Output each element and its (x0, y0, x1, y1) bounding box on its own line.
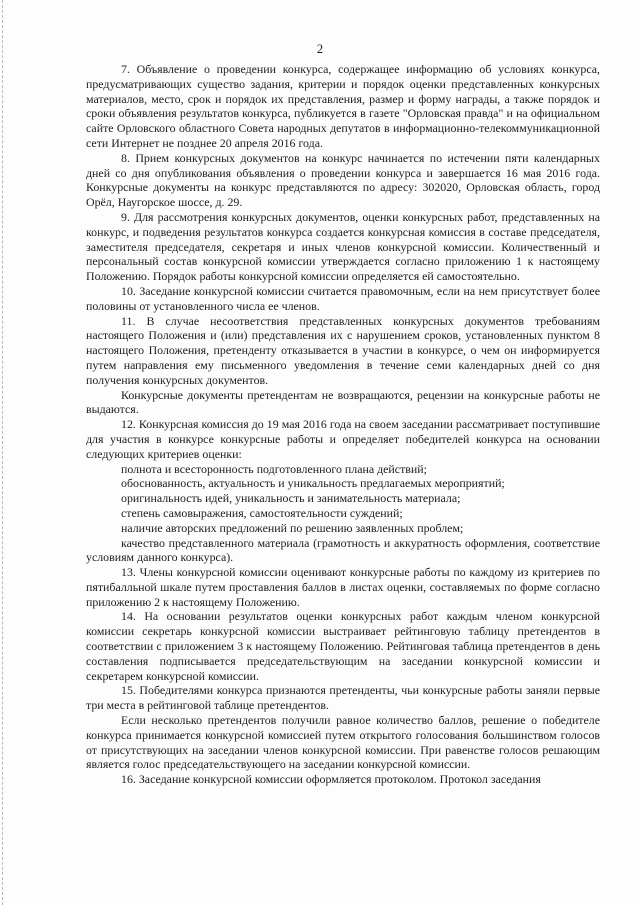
scan-edge-line (2, 0, 3, 905)
paragraph-7: 7. Объявление о проведении конкурса, содержащее информацию об условиях конкурса, предусматривающих существо задания, критерии и порядок оценки представленных конкурсных материалов, место, срок и порядок их представления, размер и форму награды, а также порядок и сроки объявления результатов конкурса, публикуется в газете "Орловская правда" и на официальном сайте Орловского областного Совета народных депутатов в информационно-телекоммуникационной сети Интернет не позднее 20 апреля 2016 года. (86, 62, 600, 150)
criterion-3: оригинальность идей, уникальность и занимательность материала; (121, 491, 461, 506)
paragraph-10: 10. Заседание конкурсной комиссии считается правомочным, если на нем присутствует более половины от установленного числа ее членов. (86, 283, 600, 313)
criterion-6: качество представленного материала (грамотность и аккуратность оформления, соответствие условиям данного конкурса). (86, 535, 600, 565)
paragraph-12: 12. Конкурсная комиссия до 19 мая 2016 года на своем заседании рассматривает поступившие для участия в конкурсе конкурсные работы и определяет победителей конкурса на основании следующих критериев оценки: (86, 417, 600, 461)
paragraph-9: 9. Для рассмотрения конкурсных документов, оценки конкурсных работ, представленных на конкурс, и подведения результатов конкурса создается конкурсная комиссия в составе председателя, заместителя председателя, секретаря и иных членов конкурсной комиссии. Количественный и персональный состав конкурсной комиссии утверждается согласно приложению 1 к настоящему Положению. Порядок работы конкурсной комиссии определяется ей самостоятельно. (86, 209, 600, 284)
paragraph-14: 14. На основании результатов оценки конкурсных работ каждым членом конкурсной комиссии секретарь конкурсной комиссии выстраивает рейтинговую таблицу претендентов в соответствии с приложением 3 к настоящему Положению. Рейтинговая таблица претендентов в день составления подписывается председательствующим на заседании конкурсной комиссии и секретарем конкурсной комиссии. (86, 609, 600, 683)
paragraph-15-note: Если несколько претендентов получили равное количество баллов, решение о победителе конкурса принимается конкурсной комиссией путем открытого голосования большинством голосов от присутствующих на заседании членов конкурсной комиссии. При равенстве голосов решающим является голос председательствующего на заседании конкурсной комиссии. (86, 713, 600, 772)
page-number: 2 (316, 42, 324, 56)
paragraph-8: 8. Прием конкурсных документов на конкурс начинается по истечении пяти календарных дней со дня опубликования объявления о проведении конкурса и завершается 16 мая 2016 года. Конкурсные документы на конкурс представляются по адресу: 302020, Орловская область, город Орёл, Наугорское шоссе, д. 29. (86, 150, 600, 210)
criterion-1: полнота и всесторонность подготовленного плана действий; (121, 461, 427, 476)
criterion-5: наличие авторских предложений по решению заявленных проблем; (121, 520, 464, 535)
paragraph-13: 13. Члены конкурсной комиссии оценивают конкурсные работы по каждому из критериев по пятибалльной шкале путем проставления баллов в листах оценки, составляемых по форме согласно приложению 2 к настоящему Положению. (86, 565, 600, 609)
document-body (86, 62, 600, 787)
paragraph-16: 16. Заседание конкурсной комиссии оформляется протоколом. Протокол заседания (121, 772, 541, 787)
criterion-4: степень самовыражения, самостоятельности суждений; (121, 505, 403, 520)
paragraph-15: 15. Победителями конкурса признаются претенденты, чьи конкурсные работы заняли первые три места в рейтинговой таблице претендентов. (86, 683, 600, 713)
paragraph-11: 11. В случае несоответствия представленных конкурсных документов требованиям настоящего Положения и (или) представления их с нарушением сроков, установленных пунктом 8 настоящего Положения, претенденту отказывается в участии в конкурсе, о чем он информируется путем направления ему письменного уведомления в течение семи календарных дней со дня получения конкурсных документов. (86, 313, 600, 387)
criterion-2: обоснованность, актуальность и уникальность предлагаемых мероприятий; (121, 476, 505, 491)
paragraph-11-note: Конкурсные документы претендентам не возвращаются, рецензии на конкурсные работы не выдаются. (86, 387, 600, 417)
